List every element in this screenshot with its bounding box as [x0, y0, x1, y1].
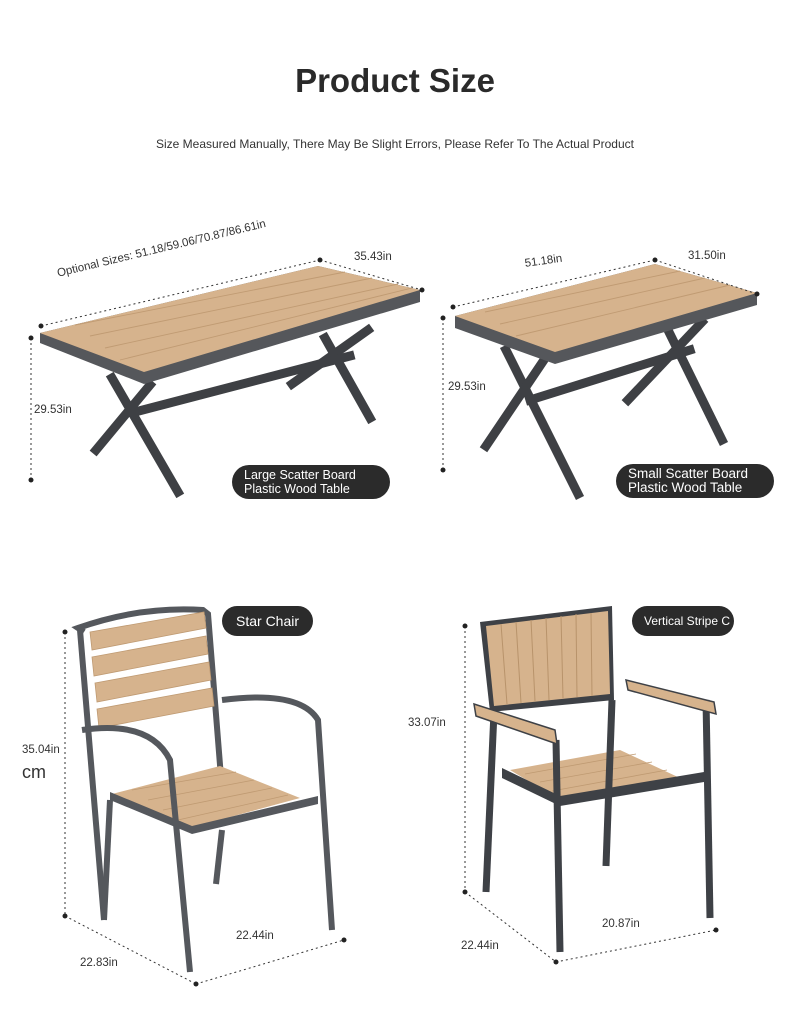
large-table-height-label: 29.53in	[34, 404, 72, 416]
small-table-name-badge	[616, 464, 774, 498]
star-chair-illustration	[78, 609, 332, 972]
large-table-length-label: Optional Sizes: 51.18/59.06/70.87/86.61in	[56, 217, 268, 280]
large-table-name-line2: Plastic Wood Table	[244, 482, 350, 496]
stripe-chair-illustration	[474, 606, 716, 952]
small-table-name-line1: Small Scatter Board	[628, 466, 749, 481]
page-subtitle: Size Measured Manually, There May Be Slight Errors, Please Refer To The Actual Product	[155, 137, 634, 151]
star-chair-name-badge: Star Chair	[222, 606, 313, 636]
page-title: Product Size	[295, 62, 495, 99]
stripe-chair-height-label: 33.07in	[408, 717, 446, 729]
stripe-chair-name-badge: Vertical Stripe C	[632, 606, 734, 636]
large-table-width-label: 35.43in	[354, 251, 392, 263]
stripe-chair-depth-label: 22.44in	[461, 940, 499, 952]
small-table-width-label: 31.50in	[688, 250, 726, 262]
star-chair-height-label: 35.04in	[22, 744, 60, 756]
small-table-length-label: 51.18in	[524, 252, 564, 270]
small-table-name-line2: Plastic Wood Table	[628, 480, 743, 495]
large-table-illustration	[40, 266, 420, 492]
stripe-chair-width-label: 20.87in	[602, 918, 640, 930]
star-chair-depth-label: 22.83in	[80, 957, 118, 969]
large-table-name-line1: Large Scatter Board	[244, 468, 356, 482]
small-table-height-label: 29.53in	[448, 381, 486, 393]
large-table-name-badge	[232, 465, 390, 499]
small-table-illustration	[455, 264, 757, 494]
star-chair-unit-label: cm	[22, 762, 46, 782]
star-chair-width-label: 22.44in	[236, 930, 274, 942]
